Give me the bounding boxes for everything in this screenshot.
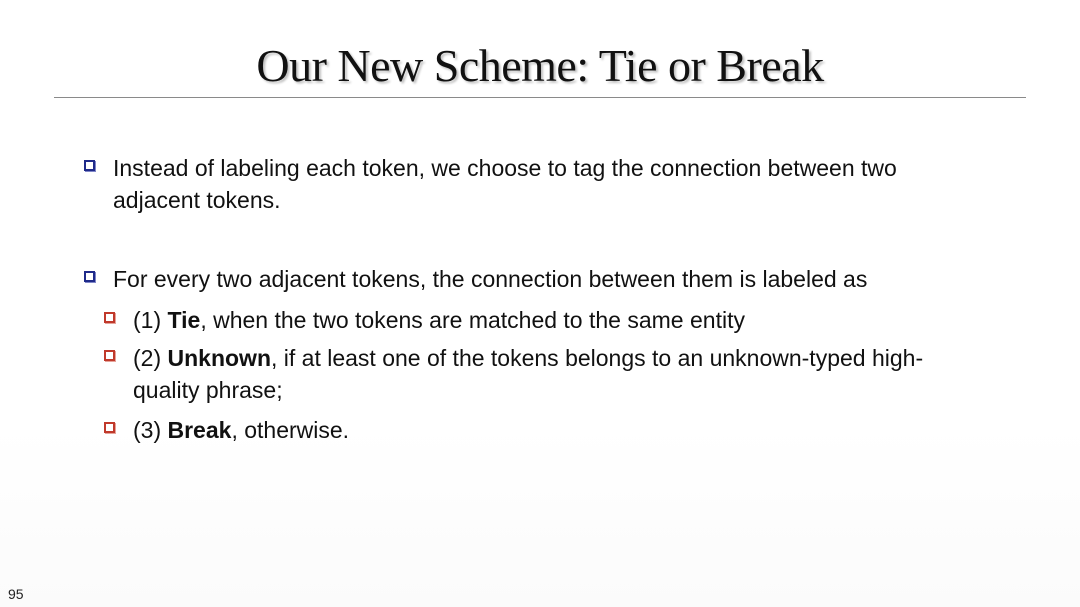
sub-bullet-text (104, 304, 964, 336)
sub-bullet-item (104, 304, 964, 336)
bullet-item (84, 152, 984, 216)
sub-bullet-prefix: (3) (133, 417, 168, 443)
page-number: 95 (8, 586, 24, 602)
checkbox-bullet-icon (104, 312, 115, 323)
sub-bullet-rest: , when the two tokens are matched to the same entity (200, 307, 745, 333)
sub-bullet-text (104, 414, 964, 446)
sub-bullet-rest: , if at least one of the tokens belongs to an unknown-typed high-quality phrase; (133, 345, 924, 403)
sub-bullet-keyword: Break (167, 417, 232, 443)
sub-bullet-prefix: (1) (133, 307, 168, 333)
sub-bullet-item (104, 342, 964, 406)
sub-bullet-keyword: Tie (167, 307, 201, 333)
sub-bullet-keyword: Unknown (167, 345, 271, 371)
sub-bullet-prefix: (2) (133, 345, 168, 371)
checkbox-bullet-icon (84, 160, 95, 171)
bullet-item (84, 263, 984, 295)
bullet-text: Instead of labeling each token, we choose to tag the connection between two adjacent tokens. (113, 155, 897, 213)
slide-title: Our New Scheme: Tie or Break (256, 40, 824, 91)
sub-bullet-rest: , otherwise. (231, 417, 350, 443)
checkbox-bullet-icon (104, 422, 115, 433)
checkbox-bullet-icon (84, 271, 95, 282)
sub-bullet-text (104, 342, 964, 406)
checkbox-bullet-icon (104, 350, 115, 361)
title-divider (54, 97, 1026, 98)
bullet-text: For every two adjacent tokens, the connection between them is labeled as (113, 266, 868, 292)
sub-bullet-item (104, 414, 964, 446)
